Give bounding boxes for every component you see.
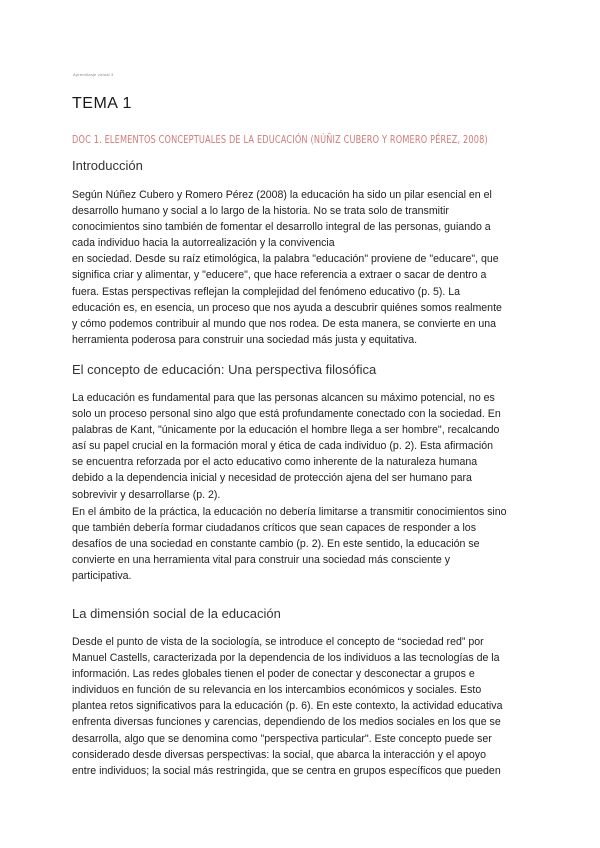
section-heading-introduccion: Introducción — [72, 158, 143, 173]
page-header-note: Aprendizaje virtual 3 — [73, 72, 114, 77]
text-line: En el ámbito de la práctica, la educación no debería limitarse a transmitir conocimientos sino — [72, 506, 507, 518]
text-line: Según Núñez Cubero y Romero Pérez (2008) la educación ha sido un pilar esencial en el — [72, 189, 492, 201]
page-title: TEMA 1 — [72, 95, 132, 112]
text-line: en sociedad. Desde su raíz etimológica, la palabra "educación" proviene de "educare", que — [72, 253, 499, 266]
text-line: palabras de Kant, "únicamente por la educación el hombre llega a ser hombre", recalcando — [72, 424, 500, 437]
text-line: individuos en función de su relevancia en los intercambios económicos y sociales. Esto — [72, 684, 482, 697]
text-line: significa criar y alimentar, y "educere", que hace referencia a extraer o sacar de dentro a — [72, 269, 487, 282]
text-line: educación es, en esencia, un proceso que nos ayuda a descubrir quiénes somos realmente — [72, 301, 502, 314]
paragraph — [72, 504, 532, 584]
paragraph — [72, 390, 532, 503]
text-line: convierte en una herramienta vital para construir una sociedad más consciente y — [72, 554, 451, 567]
text-line: sobrevivir y desarrollarse (p. 2). — [72, 488, 221, 501]
text-line: solo un proceso personal sino algo que está profundamente conectado con la sociedad. En — [72, 408, 501, 421]
text-line: desarrolla, algo que se denomina como "perspectiva particular". Este concepto puede ser — [72, 732, 492, 745]
text-line: desafíos de una sociedad en constante cambio (p. 2). En este sentido, la educación se — [72, 538, 480, 551]
text-line: Desde el punto de vista de la sociología, se introduce el concepto de “sociedad red” por — [72, 636, 484, 648]
text-line: desarrollo humano y social a lo largo de la historia. No se trata solo de transmitir — [72, 205, 449, 218]
text-line: que también debería formar ciudadanos críticos que sean capaces de responder a los — [72, 522, 476, 535]
text-line: La educación es fundamental para que las personas alcancen su máximo potencial, no es — [72, 392, 495, 404]
text-line: fuera. Estas perspectivas reflejan la complejidad del fenómeno educativo (p. 5). La — [72, 285, 461, 298]
text-line: y cómo podemos contribuir al mundo que nos rodea. De esta manera, se convierte en una — [72, 317, 496, 330]
text-line: así su papel crucial en la formación moral y ética de cada individuo (p. 2). Esta afirmación — [72, 440, 494, 453]
paragraph — [72, 187, 532, 348]
text-line: participativa. — [72, 570, 132, 583]
section-heading-concepto: El concepto de educación: Una perspectiva filosófica — [72, 362, 377, 377]
text-line: herramienta poderosa para construir una sociedad más justa y equitativa. — [72, 333, 418, 346]
text-line: debido a la dependencia inicial y necesidad de protección ajena del ser humano para — [72, 472, 472, 485]
text-line: plantea retos significativos para la educación (p. 6). En este contexto, la actividad educativa — [72, 700, 503, 713]
text-line: entre individuos; la social más restringida, que se centra en grupos específicos que pueden — [72, 764, 501, 777]
text-line: Manuel Castells, caracterizada por la dependencia de los individuos a las tecnologías de la — [72, 652, 500, 665]
text-line: cada individuo hacia la autorrealización y la convivencia — [72, 237, 335, 250]
document-subtitle: DOC 1. ELEMENTOS CONCEPTUALES DE LA EDUCACIÓN (NÚÑIZ CUBERO Y ROMERO PÉREZ, 2008) — [72, 134, 488, 146]
text-line: se encuentra reforzada por el acto educativo como inherente de la naturaleza humana — [72, 456, 478, 469]
text-line: información. Las redes globales tienen el poder de conectar y desconectar a grupos e — [72, 668, 475, 681]
text-line: enfrenta diversas funciones y carencias, dependiendo de los medios sociales en los que se — [72, 716, 501, 729]
section-heading-dimension-social: La dimensión social de la educación — [72, 606, 281, 621]
paragraph — [72, 634, 532, 779]
text-line: considerado desde diversas perspectivas: la social, que abarca la interacción y el apoyo — [72, 748, 486, 761]
text-line: conocimientos sino también de fomentar el desarrollo integral de las personas, guiando a — [72, 221, 491, 234]
